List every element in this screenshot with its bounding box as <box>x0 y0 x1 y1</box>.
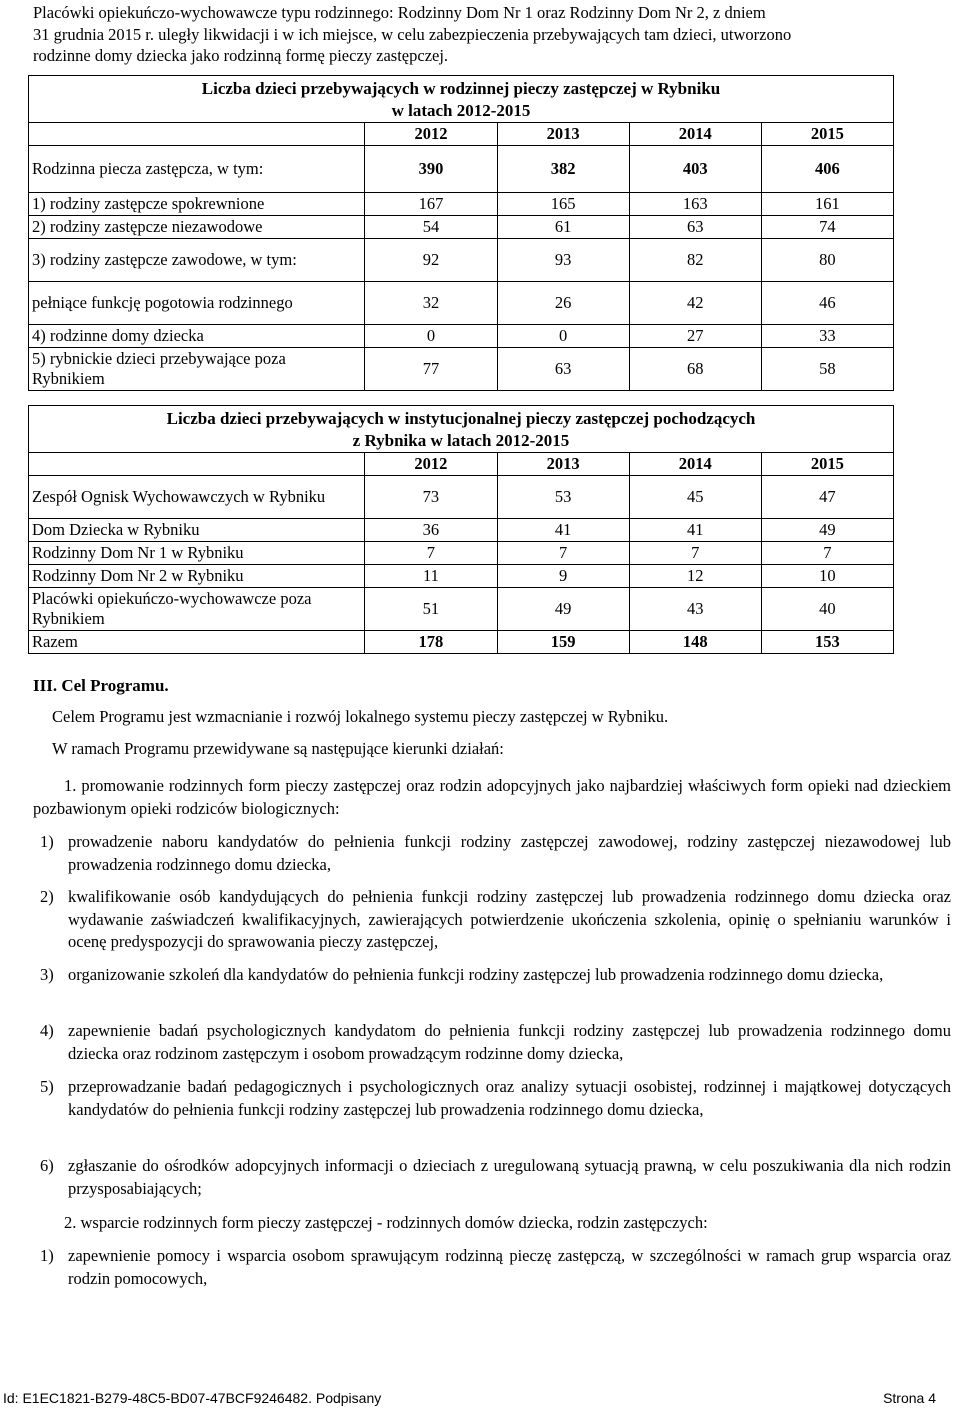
value-cell: 390 <box>365 146 497 193</box>
value-cell: 161 <box>761 193 893 216</box>
table2-year-header <box>29 453 894 476</box>
table1-title-line-1: Liczba dzieci przebywających w rodzinnej pieczy zastępczej w Rybniku <box>201 79 721 98</box>
value-cell: 382 <box>497 146 629 193</box>
row-label: Rodzinny Dom Nr 2 w Rybniku <box>29 565 365 588</box>
year-header-cell: 2015 <box>761 453 893 476</box>
row-label: Rodzinna piecza zastępcza, w tym: <box>29 146 365 193</box>
program-goal: Celem Programu jest wzmacnianie i rozwój lokalnego systemu pieczy zastępczej w Rybniku. <box>52 707 669 726</box>
list-text: zapewnienie pomocy i wsparcia osobom sprawującym rodzinną pieczę zastępczą, w szczególności w ramach grup wsparcia oraz rodzin pomocowych, <box>68 1246 951 1288</box>
table-row <box>29 476 894 519</box>
table1-title <box>29 76 894 123</box>
value-cell: 27 <box>629 325 761 348</box>
year-header-cell: 2013 <box>497 123 629 146</box>
table2-title <box>29 406 894 453</box>
table-total-row <box>29 631 894 654</box>
value-cell: 163 <box>629 193 761 216</box>
table-row <box>29 565 894 588</box>
row-label: 1) rodziny zastępcze spokrewnione <box>29 193 365 216</box>
table2-empty-header-cell <box>29 453 365 476</box>
direction-point-2: 2. wsparcie rodzinnych form pieczy zastępczej - rodzinnych domów dziecka, rodzin zastępczych: <box>64 1213 708 1232</box>
value-cell: 42 <box>629 282 761 325</box>
list-number: 5) <box>40 1077 54 1096</box>
list-text: prowadzenie naboru kandydatów do pełnienia funkcji rodziny zastępczej zawodowej, rodziny zastępczej niezawodowej lub prowadzenia rodzinnego domu dziecka, <box>68 832 951 874</box>
value-cell: 92 <box>365 239 497 282</box>
table-row <box>29 193 894 216</box>
value-cell: 49 <box>761 519 893 542</box>
value-cell: 93 <box>497 239 629 282</box>
value-cell: 47 <box>761 476 893 519</box>
intro-paragraph <box>33 2 951 67</box>
value-cell: 178 <box>365 631 497 654</box>
value-cell: 77 <box>365 348 497 391</box>
list-item <box>40 886 951 954</box>
value-cell: 33 <box>761 325 893 348</box>
value-cell: 80 <box>761 239 893 282</box>
value-cell: 41 <box>629 519 761 542</box>
table-row <box>29 588 894 631</box>
year-header-cell: 2014 <box>629 123 761 146</box>
value-cell: 32 <box>365 282 497 325</box>
table-row <box>29 216 894 239</box>
year-header-cell: 2014 <box>629 453 761 476</box>
value-cell: 45 <box>629 476 761 519</box>
list-number: 1) <box>40 1246 54 1265</box>
year-header-cell: 2015 <box>761 123 893 146</box>
row-label: Dom Dziecka w Rybniku <box>29 519 365 542</box>
value-cell: 12 <box>629 565 761 588</box>
year-header-cell: 2013 <box>497 453 629 476</box>
value-cell: 36 <box>365 519 497 542</box>
direction-point-1: 1. promowanie rodzinnych form pieczy zastępczej oraz rodzin adopcyjnych jako najbardziej właściwych form opieki nad dzieckiem pozbawionym opieki rodziców biologicznych: <box>33 776 951 818</box>
list-item <box>40 1020 951 1065</box>
list-number: 3) <box>40 965 54 984</box>
value-cell: 53 <box>497 476 629 519</box>
intro-line-1: Placówki opiekuńczo-wychowawcze typu rodzinnego: Rodzinny Dom Nr 1 oraz Rodzinny Dom Nr 2, z dniem <box>33 3 766 22</box>
value-cell: 153 <box>761 631 893 654</box>
family-foster-care-table <box>28 75 894 391</box>
table1-empty-header-cell <box>29 123 365 146</box>
value-cell: 54 <box>365 216 497 239</box>
list-number: 6) <box>40 1156 54 1175</box>
value-cell: 167 <box>365 193 497 216</box>
value-cell: 11 <box>365 565 497 588</box>
institutional-care-table <box>28 405 894 654</box>
value-cell: 73 <box>365 476 497 519</box>
value-cell: 63 <box>629 216 761 239</box>
list-item <box>40 964 951 987</box>
value-cell: 159 <box>497 631 629 654</box>
row-label: 4) rodzinne domy dziecka <box>29 325 365 348</box>
table-row <box>29 239 894 282</box>
list-item <box>40 831 951 876</box>
table-row <box>29 348 894 391</box>
value-cell: 9 <box>497 565 629 588</box>
table1-year-header <box>29 123 894 146</box>
row-label: pełniące funkcję pogotowia rodzinnego <box>29 282 365 325</box>
list-number: 4) <box>40 1021 54 1040</box>
value-cell: 165 <box>497 193 629 216</box>
row-label: Placówki opiekuńczo-wychowawcze poza Rybnikiem <box>29 588 365 631</box>
row-label: 3) rodziny zastępcze zawodowe, w tym: <box>29 239 365 282</box>
value-cell: 7 <box>761 542 893 565</box>
value-cell: 43 <box>629 588 761 631</box>
table2-title-line-1: Liczba dzieci przebywających w instytucjonalnej pieczy zastępczej pochodzących <box>166 409 756 428</box>
list-item <box>40 1245 951 1290</box>
list-text: zapewnienie badań psychologicznych kandydatom do pełnienia funkcji rodziny zastępczej lub prowadzenia rodzinnego domu dziecka oraz rodzinom zastępczym i osobom prowadzącym rodzinne domy dziecka, <box>68 1021 951 1063</box>
year-header-cell: 2012 <box>365 453 497 476</box>
value-cell: 63 <box>497 348 629 391</box>
list-text: przeprowadzanie badań pedagogicznych i psychologicznych oraz analizy sytuacji osobistej, rodzinnej i majątkowej dotyczących kandydatów do pełnienia funkcji rodziny zastępczej lub prowadzenia rodzinnego domu dziecka, <box>68 1077 951 1119</box>
list-item <box>40 1155 951 1200</box>
document-id: Id: E1EC1821-B279-48C5-BD07-47BCF9246482. Podpisany <box>3 1390 382 1406</box>
value-cell: 82 <box>629 239 761 282</box>
page-number: Strona 4 <box>883 1390 936 1406</box>
intro-line-2: 31 grudnia 2015 r. uległy likwidacji i w ich miejsce, w celu zabezpieczenia przebywających tam dzieci, utworzono <box>33 24 792 44</box>
table2-title-line-2: z Rybnika w latach 2012-2015 <box>352 431 570 450</box>
list-item <box>40 1076 951 1121</box>
value-cell: 40 <box>761 588 893 631</box>
year-header-cell: 2012 <box>365 123 497 146</box>
list-number: 1) <box>40 832 54 851</box>
value-cell: 46 <box>761 282 893 325</box>
row-label: Zespół Ognisk Wychowawczych w Rybniku <box>29 476 365 519</box>
value-cell: 61 <box>497 216 629 239</box>
table-row <box>29 146 894 193</box>
intro-line-3: rodzinne domy dziecka jako rodzinną formę pieczy zastępczej. <box>33 46 449 65</box>
value-cell: 10 <box>761 565 893 588</box>
value-cell: 0 <box>365 325 497 348</box>
value-cell: 0 <box>497 325 629 348</box>
value-cell: 406 <box>761 146 893 193</box>
directions-intro: W ramach Programu przewidywane są następujące kierunki działań: <box>52 739 504 758</box>
value-cell: 68 <box>629 348 761 391</box>
row-label: 2) rodziny zastępcze niezawodowe <box>29 216 365 239</box>
table-row <box>29 519 894 542</box>
value-cell: 403 <box>629 146 761 193</box>
list-text: kwalifikowanie osób kandydujących do pełnienia funkcji rodziny zastępczej lub prowadzenia rodzinnego domu dziecka oraz wydawanie zaświadczeń kwalifikacyjnych, zawierających potwierdzenie ukończenia szkolenia, opinię o spełnianiu warunków i ocenę predyspozycji do sprawowania pieczy zastępczej, <box>68 887 951 951</box>
table-row <box>29 542 894 565</box>
row-label: 5) rybnickie dzieci przebywające poza Rybnikiem <box>29 348 365 391</box>
list-number: 2) <box>40 887 54 906</box>
list-text: organizowanie szkoleń dla kandydatów do pełnienia funkcji rodziny zastępczej lub prowadzenia rodzinnego domu dziecka, <box>68 965 884 984</box>
section-heading: III. Cel Programu. <box>33 676 169 695</box>
value-cell: 49 <box>497 588 629 631</box>
value-cell: 7 <box>629 542 761 565</box>
value-cell: 51 <box>365 588 497 631</box>
page-footer <box>3 1388 936 1408</box>
value-cell: 26 <box>497 282 629 325</box>
value-cell: 41 <box>497 519 629 542</box>
table1-title-line-2: w latach 2012-2015 <box>391 101 531 120</box>
row-label: Razem <box>29 631 365 654</box>
list-text: zgłaszanie do ośrodków adopcyjnych informacji o dzieciach z uregulowaną sytuacją prawną, w celu poszukiwania dla nich rodzin przysposabiających; <box>68 1156 951 1198</box>
value-cell: 7 <box>365 542 497 565</box>
value-cell: 58 <box>761 348 893 391</box>
value-cell: 7 <box>497 542 629 565</box>
value-cell: 148 <box>629 631 761 654</box>
table-row <box>29 282 894 325</box>
table-row <box>29 325 894 348</box>
value-cell: 74 <box>761 216 893 239</box>
row-label: Rodzinny Dom Nr 1 w Rybniku <box>29 542 365 565</box>
